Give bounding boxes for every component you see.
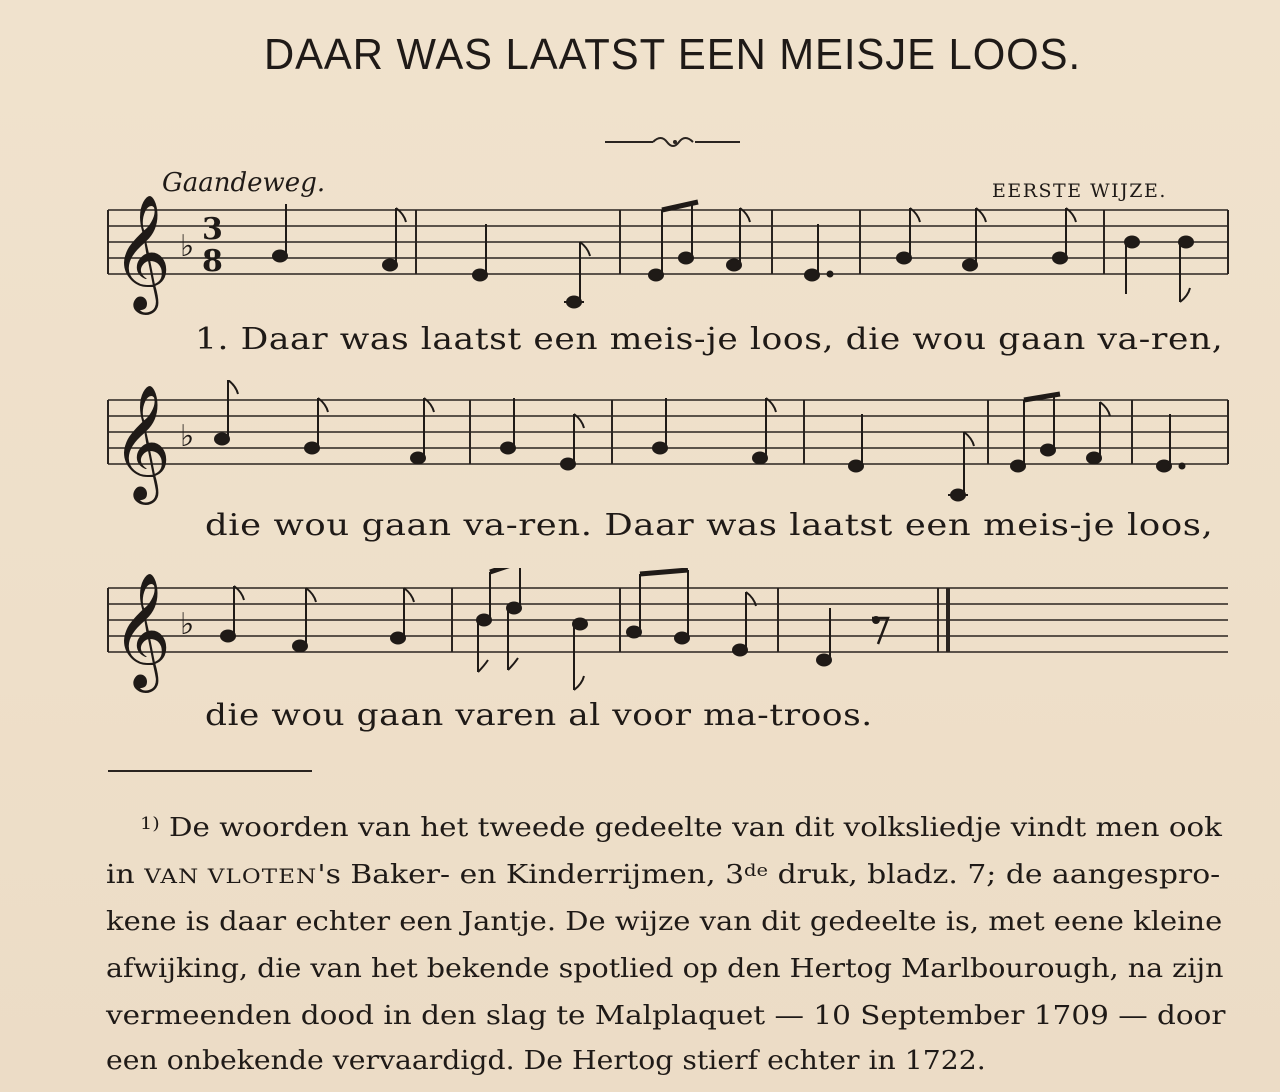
footnote-line-6: een onbekende vervaardigd. De Hertog stierf echter in 1722. xyxy=(106,1046,986,1076)
footnote-marker: 1) xyxy=(140,814,160,834)
treble-clef-icon: 𝄞 xyxy=(112,383,172,500)
treble-clef-icon: 𝄞 xyxy=(112,193,172,310)
ornament-divider xyxy=(605,132,745,152)
music-staff-3 xyxy=(100,568,1240,698)
lyric-line-1: 1. Daar was laatst een meis-je loos, die wou gaan va-ren, xyxy=(195,322,1224,357)
footnote-line-3: kene is daar echter een Jantje. De wijze van dit gedeelte is, met eene kleine xyxy=(106,907,1223,937)
lyric-line-3: die wou gaan varen al voor ma-troos. xyxy=(205,698,873,733)
footnote-line-5: vermeenden dood in den slag te Malplaquet — 10 September 1709 — door xyxy=(106,1001,1226,1031)
footnote-line-1: $^{1)}$ De woorden van het tweede gedeelte van dit volksliedje vindt men ook xyxy=(140,813,1222,843)
music-staff-1 xyxy=(100,190,1240,320)
music-staff-2 xyxy=(100,380,1240,510)
tempo-marking: Gaandeweg. xyxy=(162,168,326,198)
time-signature-top: 3 xyxy=(202,212,223,247)
author-smallcaps: VAN VLOTEN xyxy=(144,864,318,888)
flat-sign-icon: ♭ xyxy=(180,419,195,454)
footnote-line-2: in VAN VLOTEN's Baker- en Kinderrijmen, 3de druk, bladz. 7; de aangespro- xyxy=(106,860,1221,890)
lyric-line-2: die wou gaan va-ren. Daar was laatst een meis-je loos, xyxy=(205,508,1214,543)
footnote-line-4: afwijking, die van het bekende spotlied op den Hertog Marlbourough, na zijn xyxy=(106,954,1224,984)
flat-sign-icon: ♭ xyxy=(180,229,195,264)
flat-sign-icon: ♭ xyxy=(180,607,195,642)
song-title: DAAR WAS LAATST EEN MEISJE LOOS. xyxy=(263,30,1082,79)
time-signature-bottom: 8 xyxy=(202,244,223,279)
melody-label: EERSTE WIJZE. xyxy=(992,180,1167,202)
footnote-separator xyxy=(108,770,312,772)
treble-clef-icon: 𝄞 xyxy=(112,571,172,688)
